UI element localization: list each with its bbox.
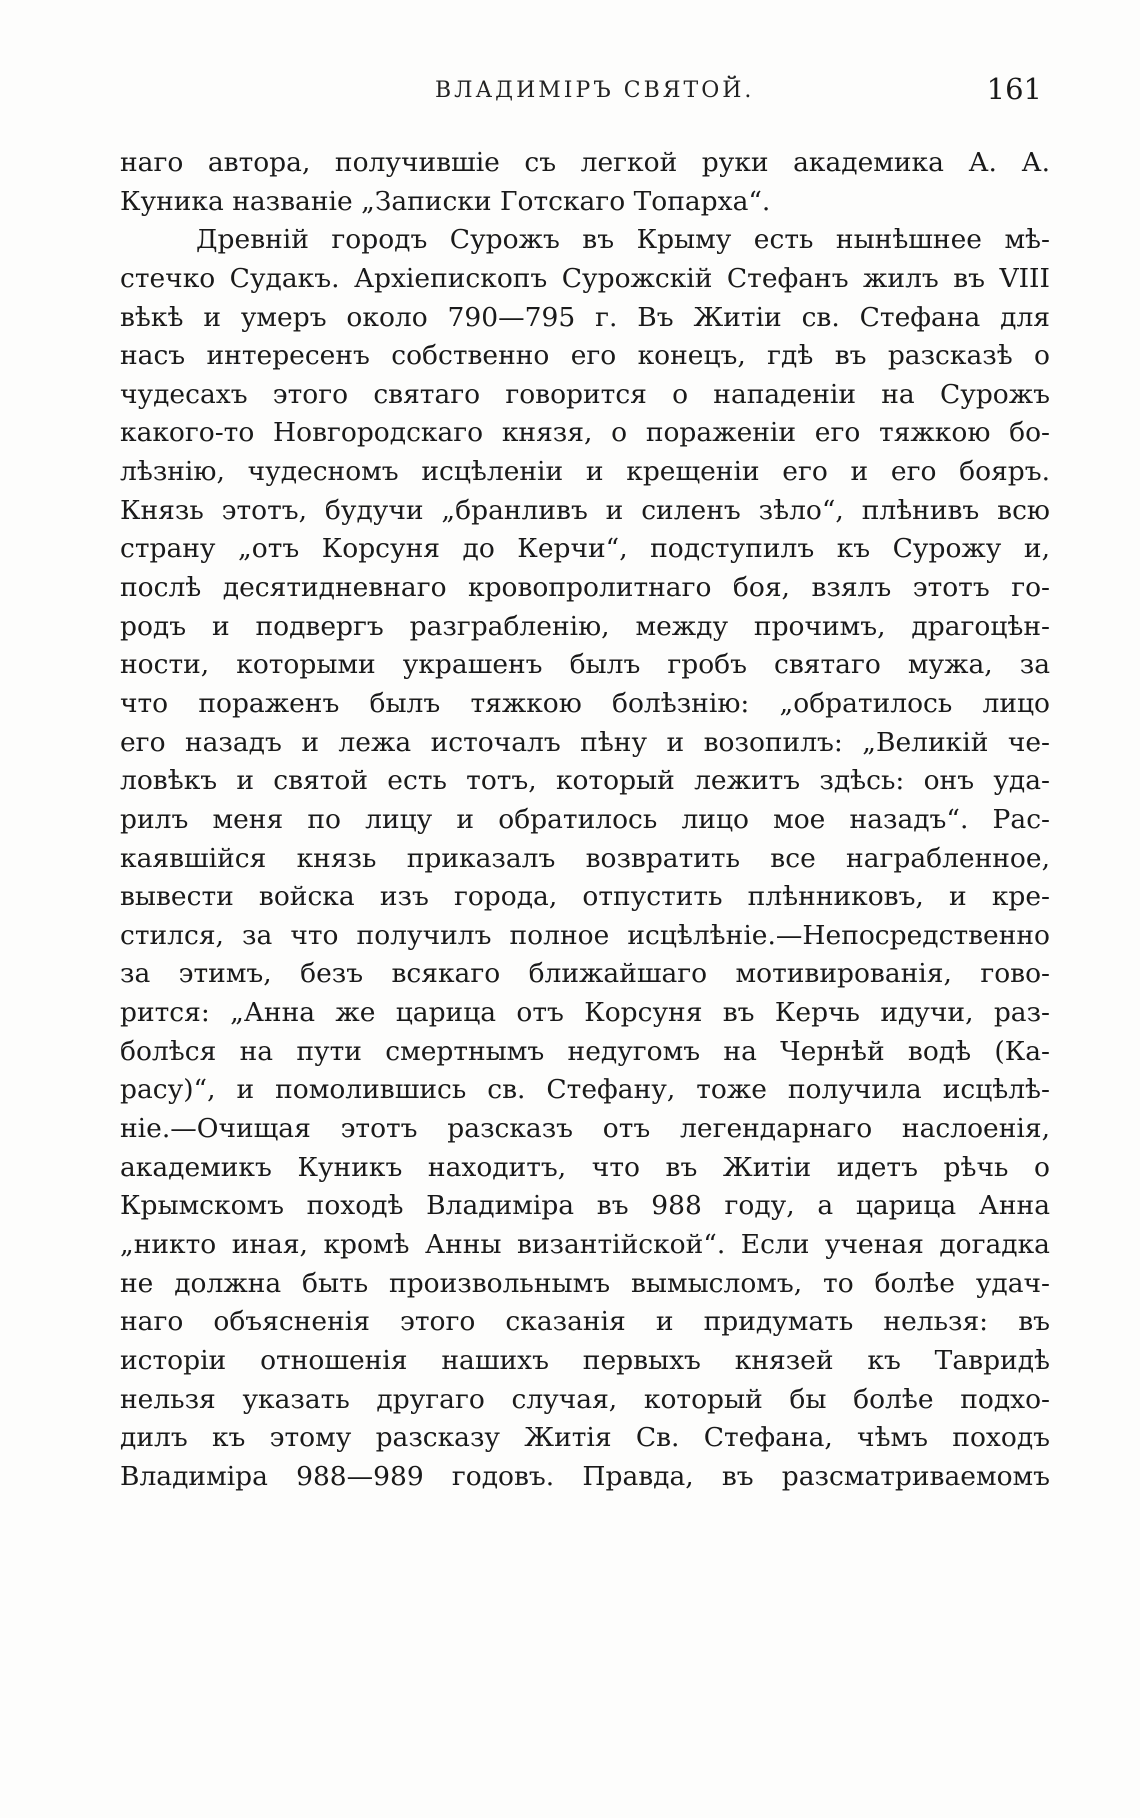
text-line: исторіи отношенія нашихъ первыхъ князей къ Тавридѣ [120, 1344, 1050, 1376]
text-line: дилъ къ этому разсказу Житія Св. Стефана, чѣмъ походъ [120, 1422, 1050, 1454]
text-line: вѣкѣ и умеръ около 790—795 г. Въ Житіи св. Стефана для [120, 301, 1050, 333]
text-line: Крымскомъ походѣ Владиміра въ 988 году, а царица Анна [120, 1190, 1050, 1222]
text-line: за этимъ, безъ всякаго ближайшаго мотивированія, гово- [120, 958, 1050, 990]
text-line: наго автора, получившіе съ легкой руки академика А. А. [120, 147, 1050, 178]
text-line: нельзя указать другаго случая, который бы болѣе подхо- [120, 1383, 1050, 1415]
text-line: какого-то Новгородскаго князя, о пораженіи его тяжкою бо- [120, 417, 1050, 449]
text-line: вывести войска изъ города, отпустить плѣнниковъ, и кре- [120, 881, 1050, 913]
text-line: каявшійся князь приказалъ возвратить все награбленное, [120, 842, 1050, 874]
text-line: ности, которыми украшенъ былъ гробъ святаго мужа, за [120, 649, 1050, 681]
body-text [120, 144, 1050, 1496]
text-line: его назадъ и лежа источалъ пѣну и возопилъ: „Великій че- [120, 726, 1050, 758]
text-line: „никто иная, кромѣ Анны византійской“. Если ученая догадка [120, 1228, 1050, 1260]
text-line: страну „отъ Корсуня до Керчи“, подступилъ къ Сурожу и, [120, 533, 1050, 565]
text-line: Владиміра 988—989 годовъ. Правда, въ разсматриваемомъ [120, 1460, 1050, 1492]
text-line: стечко Судакъ. Архіепископъ Сурожскій Стефанъ жилъ въ VIII [120, 262, 1050, 294]
text-line: расу)“, и помолившись св. Стефану, тоже получила исцѣлѣ- [120, 1074, 1050, 1106]
text-line: родъ и подвергъ разграбленію, между прочимъ, драгоцѣн- [120, 610, 1050, 642]
running-header [120, 72, 1050, 112]
text-line: Древній городъ Сурожъ въ Крыму есть нынѣшнее мѣ- [196, 224, 1050, 256]
running-title: ВЛАДИМІРЪ СВЯТОЙ. [435, 78, 755, 103]
text-line: наго объясненія этого сказанія и придумать нельзя: въ [120, 1306, 1050, 1338]
text-line: Князь этотъ, будучи „бранливъ и силенъ зѣло“, плѣнивъ всю [120, 494, 1050, 526]
text-line: чудесахъ этого святаго говорится о нападеніи на Сурожъ [120, 378, 1050, 410]
text-line: что пораженъ былъ тяжкою болѣзнію: „обратилось лицо [120, 687, 1050, 719]
text-line: насъ интересенъ собственно его конецъ, гдѣ въ разсказѣ о [120, 340, 1050, 372]
page-number: 161 [986, 72, 1042, 106]
text-line: не должна быть произвольнымъ вымысломъ, то болѣе удач- [120, 1267, 1050, 1299]
text-line: стился, за что получилъ полное исцѣлѣніе.—Непосредственно [120, 919, 1050, 951]
text-line: академикъ Куникъ находитъ, что въ Житіи идетъ рѣчь о [120, 1151, 1050, 1183]
text-line: болѣся на пути смертнымъ недугомъ на Чернѣй водѣ (Ка- [120, 1035, 1050, 1067]
text-line: лѣзнію, чудесномъ исцѣленіи и крещеніи его и его бояръ. [120, 456, 1050, 488]
text-line: ніе.—Очищая этотъ разсказъ отъ легендарнаго наслоенія, [120, 1113, 1050, 1145]
text-line: рится: „Анна же царица отъ Корсуня въ Керчь идучи, раз- [120, 997, 1050, 1029]
text-line: ловѣкъ и святой есть тотъ, который лежитъ здѣсь: онъ уда- [120, 765, 1050, 797]
text-line: послѣ десятидневнаго кровопролитнаго боя, взялъ этотъ го- [120, 572, 1050, 604]
text-line: Куника названіе „Записки Готскаго Топарха“. [120, 185, 771, 217]
text-line: рилъ меня по лицу и обратилось лицо мое назадъ“. Рас- [120, 803, 1050, 835]
